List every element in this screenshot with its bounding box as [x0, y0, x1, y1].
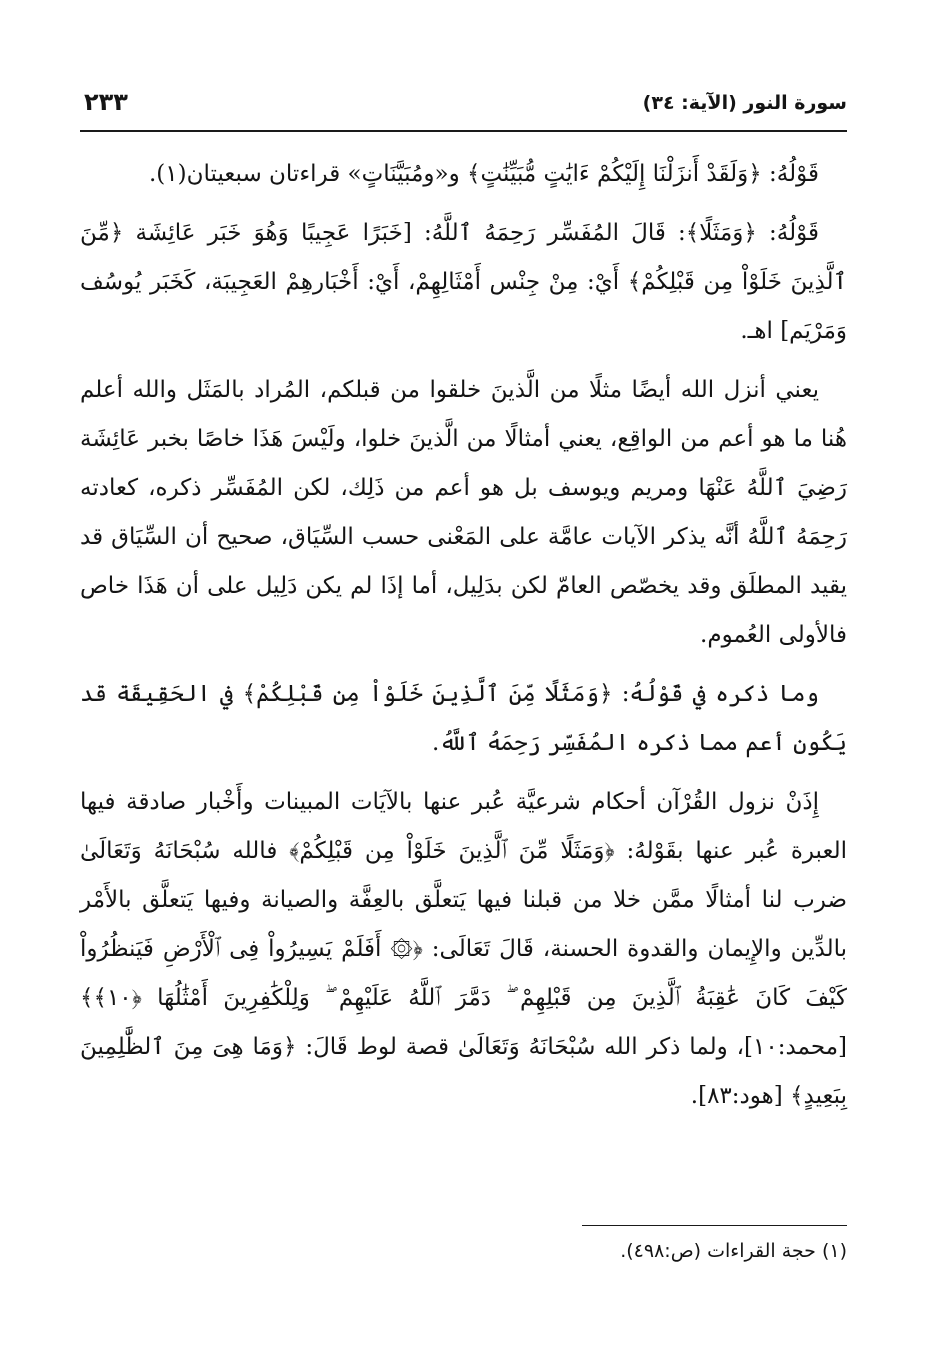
- main-text: [80, 150, 847, 1131]
- page-header: [80, 88, 847, 128]
- footnote-divider: [582, 1225, 847, 1226]
- paragraph-2: قَوْلُهُ: ﴿وَمَثَلًا﴾: قَالَ المُفَسِّر رَحِمَهُ ٱللَّهُ: [خَبَرًا عَجِيبًا وَهُوَ خَبَر عَائِشَة ﴿مِّنَ ٱلَّذِينَ خَلَوْاْ مِن قَبْلِكُمْ﴾ أَيْ: مِنْ جِنْس أَمْثَالِهِمْ، أَيْ: أَخْبَارهِمْ العَجِيبَة، كَخَبَر يُوسُف وَمَرْيَم] اهـ.: [80, 220, 847, 344]
- header-divider: [80, 130, 847, 132]
- footnote: (١) حجة القراءات (ص:٤٩٨).: [620, 1240, 847, 1262]
- surah-title: سورة النور (الآية: ٣٤): [642, 92, 847, 114]
- paragraph-4: وما ذكره في قَوْلُهُ: ﴿وَمَثَلًا مِّنَ ٱلَّذِينَ خَلَوْاْ مِن قَبْلِكُمْ﴾ في الحَقِيقَة قد يَكُون أعم مما ذكره المُفَسِّر رَحِمَهُ ٱللَّهُ.: [80, 681, 847, 756]
- paragraph-1: قَوْلُهُ: ﴿وَلَقَدْ أَنزَلْنَا إِلَيْكُمْ ءَايَٰتٍ مُّبَيِّنَٰتٍ﴾ و«ومُبَيَّنَاتٍ» قراءتان سبعيتان(١).: [149, 161, 819, 187]
- paragraph-5: إِذَنْ نزول القُرْآن أحكام شرعيَّة عُبر عنها بالآيَات المبينات وأَخْبار صادقة فيها العبرة عُبر عنها بقَوْلهُ: ﴿وَمَثَلًا مِّنَ ٱلَّذِينَ خَلَوْاْ مِن قَبْلِكُمْ﴾ فالله سُبْحَانَهُ وَتَعَالَىٰ ضرب لنا أمثالًا ممَّن خلا من قبلنا فيها يَتعلَّق بالعِفَّة والصيانة وفيها يَتعلَّق بالأَمْر بالدِّين والإِيمان والقدوة الحسنة، قَالَ تَعَالَى: ﴿۞ أَفَلَمْ يَسِيرُواْ فِى ٱلْأَرْضِ فَيَنظُرُواْ كَيْفَ كَانَ عَٰقِبَةُ ٱلَّذِينَ مِن قَبْلِهِمْ ۖ دَمَّرَ ٱللَّهُ عَلَيْهِمْ ۖ وَلِلْكَٰفِرِينَ أَمْثَٰلُهَا ﴿١٠﴾﴾ [محمد:١٠]، ولما ذكر الله سُبْحَانَهُ وَتَعَالَىٰ قصة لوط قَالَ: ﴿وَمَا هِىَ مِنَ ٱلظَّٰلِمِينَ بِبَعِيدٍ﴾ [هود:٨٣].: [80, 789, 847, 1109]
- paragraph-3: يعني أنزل الله أيضًا مثلًا من الَّذينَ خلقوا من قبلكم، المُراد بالمَثَل والله أعلم هُنا ما هو أعم من الواقِع، يعني أمثالًا من الَّذينَ خلوا، ولَيْسَ هَذَا خاصًا بخبر عَائِشَة رَضِيَ ٱللَّهُ عَنْهَا ومريم ويوسف بل هو أعم من ذَلِك، لكن المُفَسِّر ذكره، كعادته رَحِمَهُ ٱللَّهُ أنَّه يذكر الآيات عامَّة على المَعْنى حسب السِّيَاق، صحيح أن السِّيَاق قد يقيد المطلَق وقد يخصّص العامّ لكن بدَلِيل، أما إذَا لم يكن دَلِيل على أن هَذَا خاص فالأولى العُموم.: [80, 377, 847, 648]
- page-number: ٢٣٣: [84, 88, 128, 116]
